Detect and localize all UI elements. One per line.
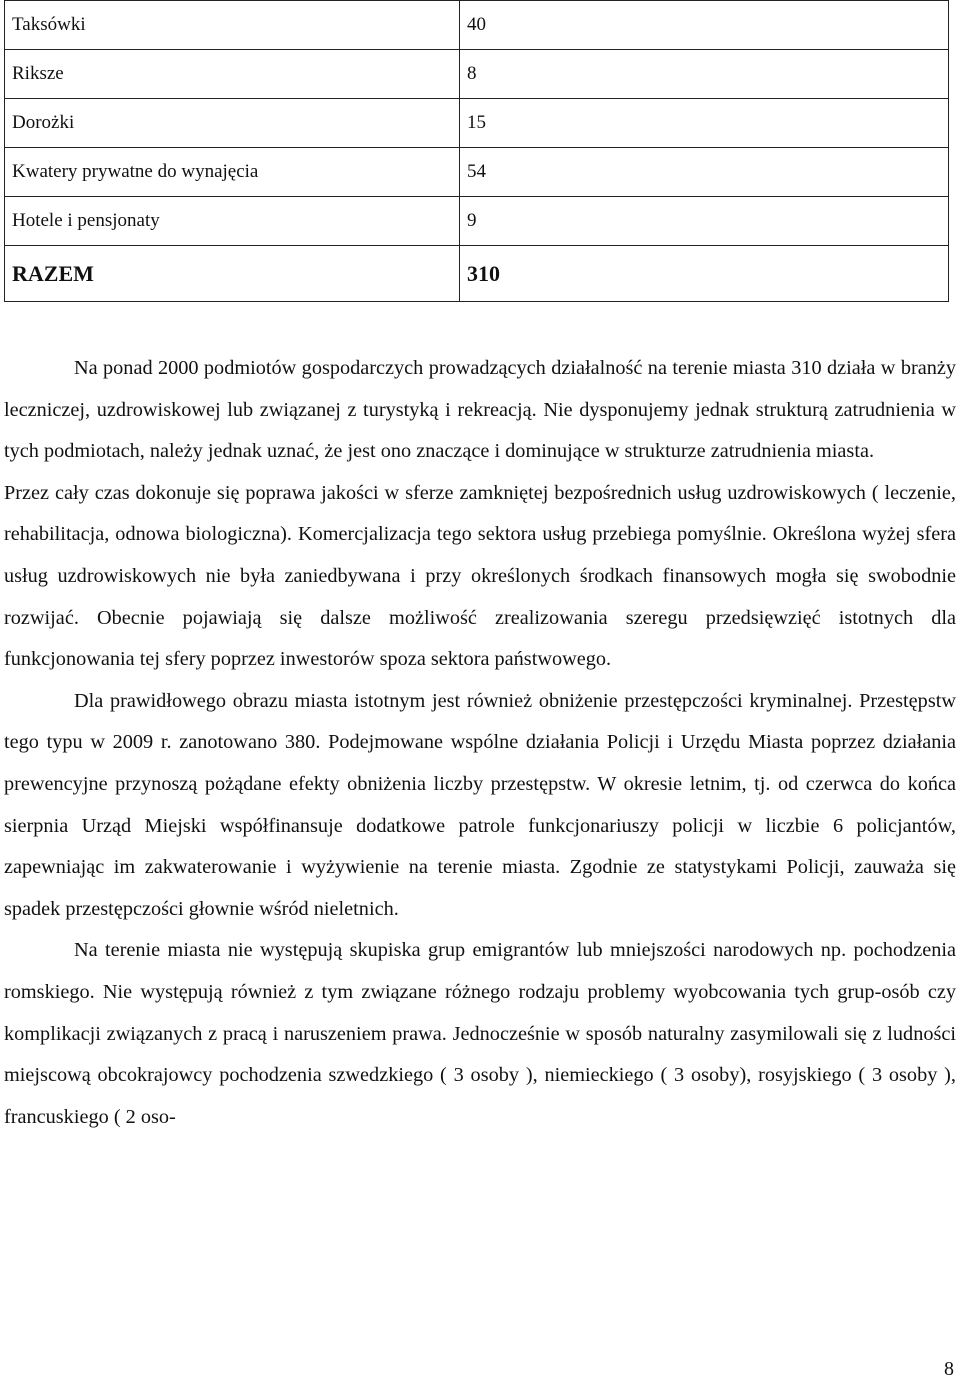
total-row — [5, 246, 949, 302]
row-value: 8 — [460, 50, 949, 99]
row-value: 15 — [460, 99, 949, 148]
total-label: RAZEM — [5, 246, 460, 302]
table-row — [5, 1, 949, 50]
table-row — [5, 99, 949, 148]
row-label: Dorożki — [5, 99, 460, 148]
table-row — [5, 197, 949, 246]
row-value: 9 — [460, 197, 949, 246]
table-row — [5, 148, 949, 197]
page-number: 8 — [944, 1358, 954, 1380]
paragraph: Dla prawidłowego obrazu miasta istotnym jest również obniżenie przestępczości kryminalnej. Przestępstw tego typu w 2009 r. zanotowano 380. Podejmowane wspólne działania Policji i Urzędu Miasta poprzez działania prewencyjne przynoszą pożądane efekty obniżenia liczby przestępstw. W okresie letnim, tj. od czerwca do końca sierpnia Urząd Miejski współfinansuje dodatkowe patrole funkcjonariuszy policji w liczbie 6 policjantów, zapewniając im zakwaterowanie i wyżywienie na terenie miasta. Zgodnie ze statystykami Policji, zauważa się spadek przestępczości głownie wśród nieletnich. — [4, 689, 956, 920]
row-label: Taksówki — [5, 1, 460, 50]
paragraph: Na terenie miasta nie występują skupiska grup emigrantów lub mniejszości narodowych np. pochodzenia romskiego. Nie występują również z tym związane różnego rodzaju problemy wyobcowania tych grup-osób czy komplikacji związanych z pracą i naruszeniem prawa. Jednocześnie w sposób naturalny zasymilowali się z ludności miejscową obcokrajowcy pochodzenia szwedzkiego ( 3 osoby ), niemieckiego ( 3 osoby), rosyjskiego ( 3 osoby ), francuskiego ( 2 oso- — [4, 939, 956, 1128]
row-label: Hotele i pensjonaty — [5, 197, 460, 246]
row-label: Riksze — [5, 50, 460, 99]
body-text — [4, 348, 956, 1138]
row-value: 54 — [460, 148, 949, 197]
row-value: 40 — [460, 1, 949, 50]
table-row — [5, 50, 949, 99]
paragraph: Przez cały czas dokonuje się poprawa jakości w sferze zamkniętej bezpośrednich usług uzdrowiskowych ( leczenie, rehabilitacja, odnowa biologiczna). Komercjalizacja tego sektora usług przebiega pomyślnie. Określona wyżej sfera usług uzdrowiskowych nie była zaniedbywana i przy określonych środkach finansowych mogła się swobodnie rozwijać. Obecnie pojawiają się dalsze możliwość zrealizowania szeregu przedsięwzięć istotnych dla funkcjonowania tej sfery poprzez inwestorów spoza sektora państwowego. — [4, 481, 956, 671]
statistics-table — [4, 0, 949, 302]
paragraph: Na ponad 2000 podmiotów gospodarczych prowadzących działalność na terenie miasta 310 działa w branży leczniczej, uzdrowiskowej lub związanej z turystyką i rekreacją. Nie dysponujemy jednak strukturą zatrudnienia w tych podmiotach, należy jednak uznać, że jest ono znaczące i dominujące w strukturze zatrudnienia miasta. — [4, 357, 956, 463]
row-label: Kwatery prywatne do wynajęcia — [5, 148, 460, 197]
total-value: 310 — [460, 246, 949, 302]
